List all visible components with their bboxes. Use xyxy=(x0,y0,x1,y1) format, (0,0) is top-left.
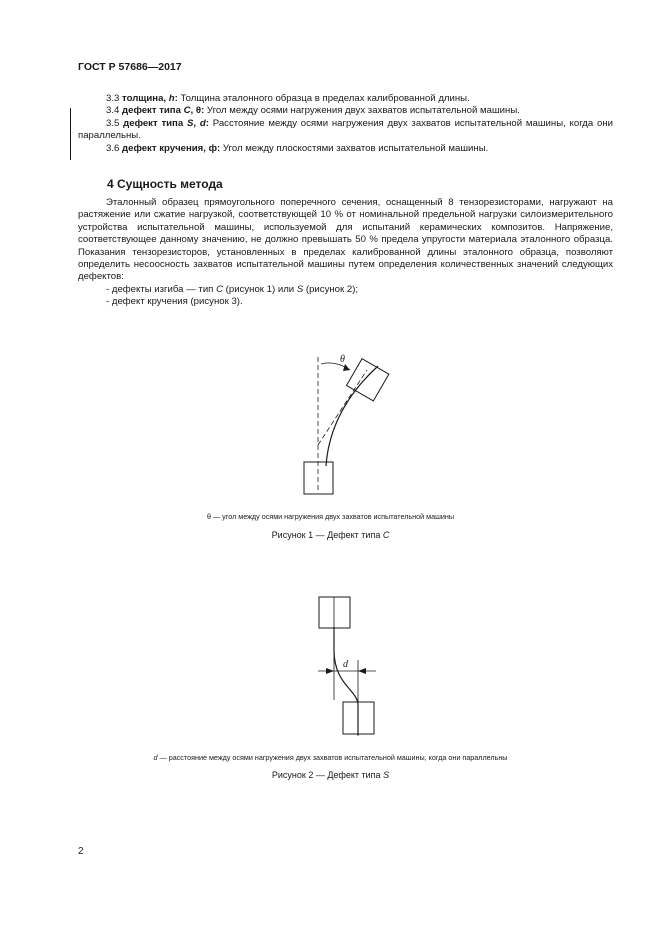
section-title: 4 Сущность метода xyxy=(107,177,223,191)
method-paragraph: Эталонный образец прямоугольного поперечного сечения, оснащенный 8 тензорезисторами, нагружают на растяжение или сжатие нагрузкой, соответствующей 10 % от номинальной предельной нагрузки силоизмерительного устройства испытательной машины, используемой для испытаний керамических композитов. Напряжение, соответствующее данному значению, не должно превышать 50 % предела упругости материала эталонного образца. Показания тензорезисторов, установленных в пределах калиброванной длины эталонного образца, позволяют определить несоосность захватов испытательной машины путем определения количественных значений следующих дефектов: xyxy=(78,197,613,283)
figure-2-note: d — расстояние между осями нагружения двух захватов испытательной машины, когда они параллельны xyxy=(153,753,508,762)
bullet-bending: - дефекты изгиба — тип C (рисунок 1) или S (рисунок 2); xyxy=(106,283,359,295)
page-number: 2 xyxy=(78,846,84,857)
dimension-arrow-right xyxy=(358,668,366,674)
definition-3-3: 3.3 толщина, h: Толщина эталонного образца в пределах калиброванной длины. xyxy=(106,93,470,104)
figure-2-caption: Рисунок 2 — Дефект типа S xyxy=(271,770,390,780)
d-label: d xyxy=(343,659,348,670)
document-header: ГОСТ Р 57686—2017 xyxy=(78,61,182,73)
dimension-arrow-left xyxy=(326,668,334,674)
figure-1-note: θ — угол между осями нагружения двух захватов испытательной машины xyxy=(207,512,454,521)
theta-label: θ xyxy=(340,354,345,365)
definition-3-6: 3.6 дефект кручения, ф: Угол между плоскостями захватов испытательной машины. xyxy=(106,142,489,154)
bullet-torsion: - дефект кручения (рисунок 3). xyxy=(106,296,243,308)
specimen-s-curve xyxy=(334,627,358,735)
definition-3-4: 3.4 дефект типа C, θ: Угол между осями нагружения двух захватов испытательной машины. xyxy=(106,105,520,117)
upper-grip-box xyxy=(319,597,350,628)
definition-3-5: 3.5 дефект типа S, d: Расстояние между осями нагружения двух захватов испытательной машины, когда они параллельны. xyxy=(78,117,613,142)
figure-1-caption: Рисунок 1 — Дефект типа C xyxy=(271,530,390,540)
